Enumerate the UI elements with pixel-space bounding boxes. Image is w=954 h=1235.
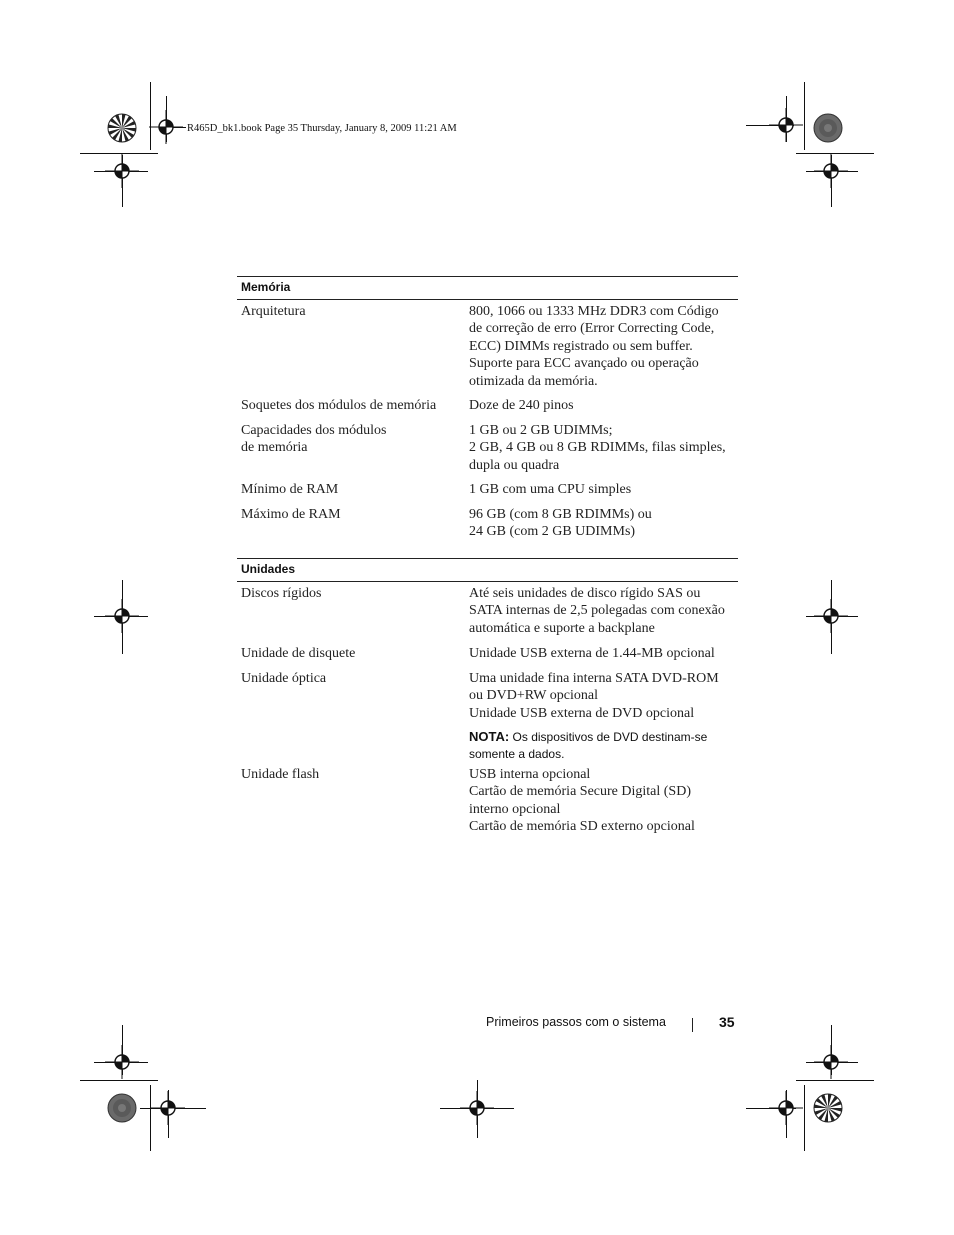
page-number: 35: [719, 1014, 735, 1030]
row-value-line: otimizada da memória.: [469, 373, 598, 389]
row-value-line: 96 GB (com 8 GB RDIMMs) ou: [469, 507, 652, 522]
registration-target-icon: [151, 1091, 185, 1125]
row-value-line: de correção de erro (Error Correcting Code,: [469, 321, 715, 337]
row-label: Arquitetura: [241, 304, 306, 319]
star-target-icon: [813, 1093, 843, 1123]
row-value-line: ECC) DIMMs registrado ou sem buffer.: [469, 338, 693, 354]
row-value-line: Unidade USB externa de DVD opcional: [469, 705, 695, 721]
row-value-line: SATA internas de 2,5 polegadas com conexão: [469, 603, 725, 619]
row-value-line: Unidade USB externa de 1.44-MB opcional: [469, 646, 715, 661]
drives-spec-table: [237, 558, 738, 838]
registration-target-icon: [769, 1091, 803, 1125]
row-value-line: USB interna opcional: [469, 767, 591, 782]
row-value-line: Suporte para ECC avançado ou operação: [469, 356, 699, 372]
row-value-line: 2 GB, 4 GB ou 8 GB RDIMMs, filas simples,: [469, 440, 726, 456]
row-label: Unidade óptica: [241, 671, 327, 686]
registration-target-icon: [814, 599, 848, 633]
gray-wheel-icon: [813, 113, 843, 143]
registration-target-icon: [105, 154, 139, 188]
note-text: Os dispositivos de DVD destinam-se: [512, 730, 708, 745]
registration-target-icon: [105, 599, 139, 633]
row-label: Mínimo de RAM: [241, 482, 339, 497]
row-value-line: Doze de 240 pinos: [469, 398, 574, 413]
print-slug: R465D_bk1.book Page 35 Thursday, January 8, 2009 11:21 AM: [187, 123, 457, 134]
row-label: Soquetes dos módulos de memória: [241, 398, 437, 413]
row-value-line: automática e suporte a backplane: [469, 620, 655, 636]
row-value-line: dupla ou quadra: [469, 457, 560, 473]
row-label: Capacidades dos módulos: [241, 423, 387, 438]
row-value-line: Cartão de memória SD externo opcional: [469, 819, 695, 835]
registration-target-icon: [105, 1045, 139, 1079]
registration-target-icon: [460, 1091, 494, 1125]
row-value-line: 1 GB ou 2 GB UDIMMs;: [469, 423, 613, 438]
memory-spec-table: [237, 276, 738, 538]
note-text: somente a dados.: [469, 747, 565, 762]
row-value-line: interno opcional: [469, 801, 561, 817]
registration-target-icon: [769, 108, 803, 142]
row-value-line: Uma unidade fina interna SATA DVD-ROM: [469, 671, 719, 686]
crop-line: [804, 1085, 805, 1151]
row-label: Unidade de disquete: [241, 646, 356, 661]
optical-note: [469, 728, 741, 763]
gray-wheel-icon: [107, 1093, 137, 1123]
note-label: NOTA:: [469, 729, 510, 745]
crop-line: [80, 1080, 158, 1081]
row-label: de memória: [241, 440, 308, 456]
row-label: Unidade flash: [241, 767, 320, 782]
crop-line: [804, 82, 805, 150]
row-label: Máximo de RAM: [241, 507, 341, 522]
registration-target-icon: [814, 154, 848, 188]
registration-target-icon: [814, 1045, 848, 1079]
crop-line: [796, 1080, 874, 1081]
row-value-line: ou DVD+RW opcional: [469, 688, 598, 704]
drives-section-title: Unidades: [237, 558, 738, 582]
row-label: Discos rígidos: [241, 586, 322, 601]
footer-section-title: Primeiros passos com o sistema: [486, 1015, 666, 1029]
row-value-line: Cartão de memória Secure Digital (SD): [469, 784, 691, 800]
row-value-line: 800, 1066 ou 1333 MHz DDR3 com Código: [469, 304, 719, 319]
star-target-icon: [107, 113, 137, 143]
row-value-line: Até seis unidades de disco rígido SAS ou: [469, 586, 701, 601]
registration-target-icon: [149, 110, 183, 144]
memory-section-title: Memória: [237, 276, 738, 300]
footer-divider: [692, 1018, 693, 1032]
row-value-line: 24 GB (com 2 GB UDIMMs): [469, 524, 636, 540]
row-value-line: 1 GB com uma CPU simples: [469, 482, 632, 497]
